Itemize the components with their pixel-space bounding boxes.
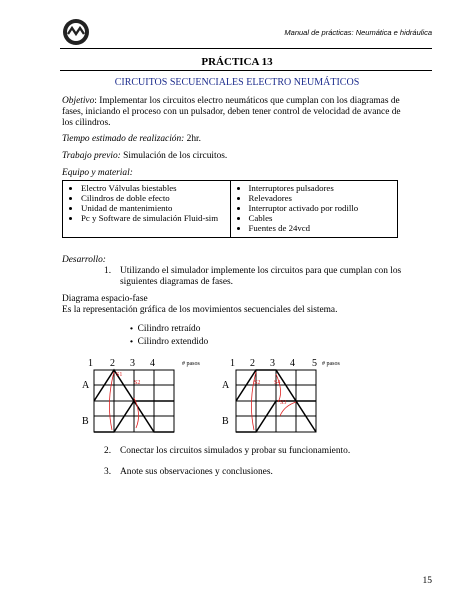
title-divider: [60, 70, 432, 71]
step-1: [104, 266, 414, 290]
bullet-icon: •: [130, 323, 133, 333]
row-label-b: B: [222, 416, 229, 427]
prework-paragraph: [62, 151, 412, 162]
legend-label: Cilindro extendido: [137, 337, 209, 347]
development-label: Desarrollo:: [62, 255, 106, 265]
equipment-heading: [62, 168, 412, 179]
equipment-item: • Electro Válvulas biestables: [81, 183, 226, 193]
step-text: Conectar los circuitos simulados y probar su funcionamiento.: [120, 446, 351, 456]
row-label-a: A: [222, 380, 230, 391]
signal-label: S1: [116, 372, 123, 378]
page-number: 15: [422, 576, 432, 586]
equipment-left-cell: [63, 181, 231, 238]
objective-text: : Implementar los circuitos electro neumáticos que cumplan con los diagramas de fases, iniciando el proceso con un pulsador, deben tener control de velocidad de avance de los cilindros.: [62, 96, 401, 128]
prework-value: Simulación de los circuitos.: [120, 151, 228, 161]
step-label: 4: [150, 358, 155, 369]
row-label-b: B: [82, 416, 89, 427]
equipment-item: • Interruptor activado por rodillo: [249, 203, 394, 213]
pasos-label: # pasos: [322, 361, 340, 367]
equipment-item: • Pc y Software de simulación Fluid-sim: [81, 213, 226, 223]
objective-paragraph: [62, 96, 412, 129]
practice-subtitle: CIRCUITOS SECUENCIALES ELECTRO NEUMÁTICOS: [114, 77, 360, 88]
pasos-label: # pasos: [182, 361, 200, 367]
prework-label: Trabajo previo:: [62, 151, 121, 161]
time-paragraph: [62, 134, 412, 145]
equipment-table: [62, 180, 398, 238]
step-3: [104, 467, 414, 481]
time-value: 2hr.: [184, 134, 201, 144]
signal-label: S4: [274, 380, 281, 386]
diagram-title: Diagrama espacio-fase: [62, 294, 148, 304]
step-label: 1: [88, 358, 93, 369]
signal-label: S3: [280, 400, 287, 406]
equipment-item: • Cables: [249, 213, 394, 223]
row-label-a: A: [82, 380, 90, 391]
phase-diagram-2: [214, 352, 364, 442]
header-title: Manual de prácticas: Neumática e hidráulica: [284, 28, 432, 37]
header-divider: [60, 48, 432, 49]
equipment-right-cell: [230, 181, 398, 238]
university-logo: [62, 18, 90, 46]
objective-label: Objetivo: [62, 96, 95, 106]
step-2: [104, 446, 414, 460]
step-label: 3: [270, 358, 275, 369]
equipment-item: • Unidad de mantenimiento: [81, 203, 226, 213]
step-label: 3: [130, 358, 135, 369]
step-label: 5: [312, 358, 317, 369]
step-label: 1: [230, 358, 235, 369]
practice-title: PRÁCTICA 13: [201, 56, 273, 68]
step-number: 2.: [104, 446, 112, 456]
equipment-item: • Cilindros de doble efecto: [81, 193, 226, 203]
step-text: Utilizando el simulador implemente los circuitos para que cumplan con los siguientes diagramas de fases.: [120, 266, 402, 287]
step-number: 3.: [104, 467, 112, 477]
time-label: Tiempo estimado de realización:: [62, 134, 185, 144]
signal-label: S2: [134, 380, 141, 386]
step-label: 2: [250, 358, 255, 369]
equipment-label: Equipo y material:: [62, 168, 133, 178]
step-number: 1.: [104, 266, 112, 276]
legend-item-extended: [130, 336, 330, 348]
equipment-item: • Fuentes de 24vcd: [249, 223, 394, 233]
diagram-description: Es la representación gráfica de los movimientos secuenciales del sistema.: [62, 305, 338, 315]
step-label: 2: [110, 358, 115, 369]
phase-diagram-1: [78, 352, 220, 442]
step-text: Anote sus observaciones y conclusiones.: [120, 467, 273, 477]
bullet-icon: •: [130, 336, 133, 346]
equipment-item: • Relevadores: [249, 193, 394, 203]
legend-item-retracted: [130, 323, 330, 335]
equipment-item: • Interruptores pulsadores: [249, 183, 394, 193]
legend-label: Cilindro retraído: [137, 324, 201, 334]
step-label: 4: [290, 358, 295, 369]
signal-label: S2: [254, 380, 261, 386]
development-heading: [62, 255, 412, 266]
